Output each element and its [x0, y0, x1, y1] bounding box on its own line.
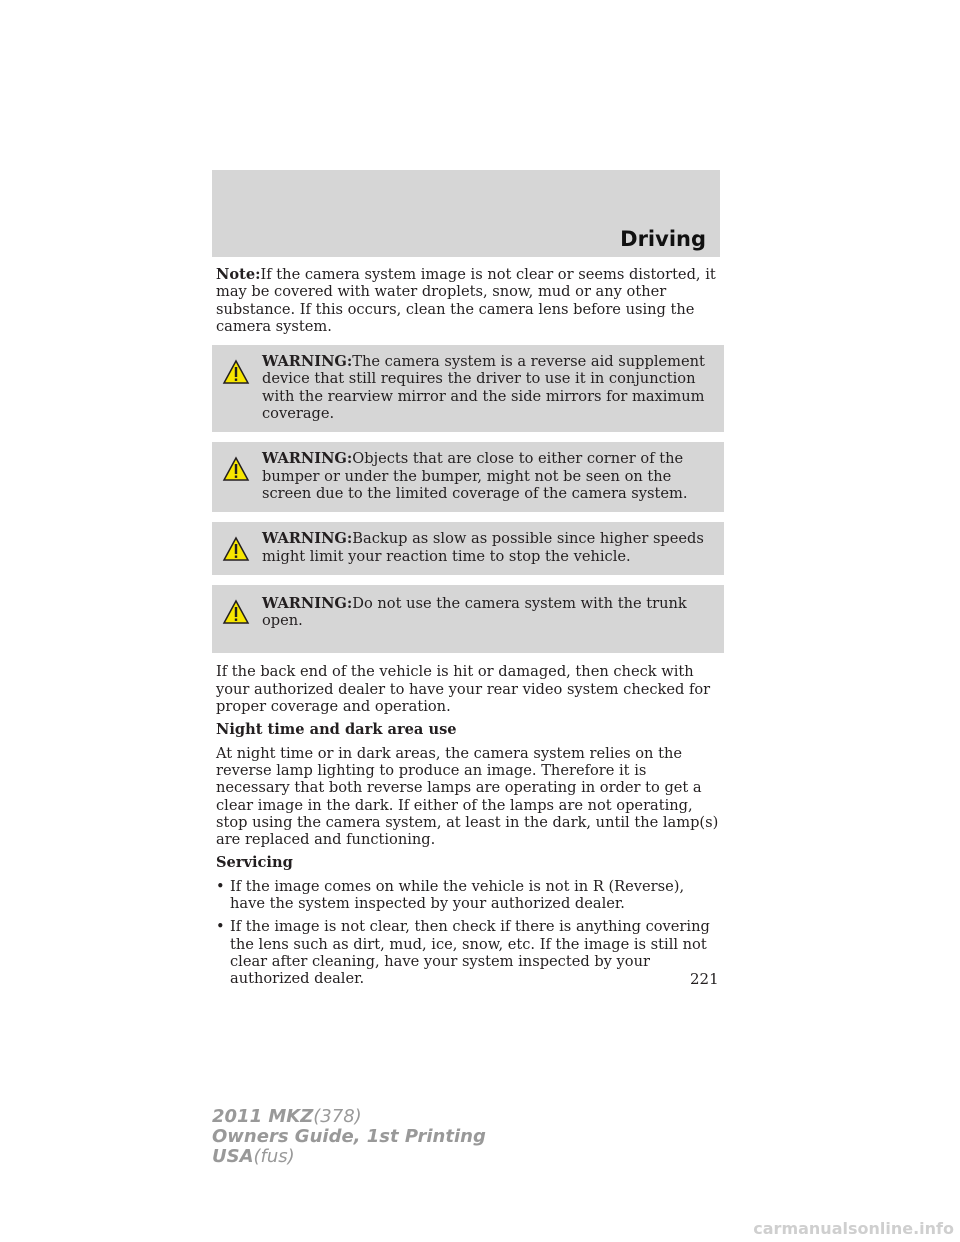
footer-model: 2011 MKZ [212, 1106, 314, 1127]
night-paragraph: At night time or in dark areas, the camera system relies on the reverse lamp lighting to produce an image. Therefore it is necessary that both reverse lamps are operating in order to get a clear image in the dark. If either of the lamps are not operating, stop using the camera system, at least in the dark, until the lamp(s) are replaced and functioning. [216, 744, 719, 849]
footer-market: USA [212, 1146, 254, 1167]
list-item [216, 878, 720, 913]
warning-label: WARNING: [262, 530, 353, 548]
warning-text: Objects that are close to either corner of the bumper or under the bumper, might not be seen on the screen due to the limited coverage of the camera system. [262, 450, 688, 502]
watermark: carmanualsonline.info [753, 1219, 954, 1238]
warning-text-block [216, 593, 708, 644]
warning-triangle-icon [222, 536, 250, 562]
note-paragraph [216, 266, 720, 335]
section-header-band [212, 170, 720, 257]
warning-text-block [216, 530, 708, 565]
warning-triangle-icon [222, 359, 250, 385]
night-heading: Night time and dark area use [216, 721, 457, 739]
warning-text: The camera system is a reverse aid supplement device that still requires the driver to use it in conjunction with the rearview mirror and the side mirrors for maximum coverage. [262, 353, 705, 423]
bullet-icon: • [216, 877, 225, 895]
warning-text-block [216, 450, 708, 502]
warning-label: WARNING: [262, 594, 353, 612]
warning-box-4 [212, 585, 724, 654]
warning-label: WARNING: [262, 353, 353, 371]
list-item-text: If the image is not clear, then check if there is anything covering the lens such as dirt, mud, ice, snow, etc. If the image is still not clear after cleaning, have your system inspected by your authorized dealer. [230, 918, 710, 988]
note-label: Note: [216, 266, 261, 283]
footer-printing: Owners Guide, 1st Printing [212, 1126, 486, 1147]
list-item-text: If the image comes on while the vehicle is not in R (Reverse), have the system inspected by your authorized dealer. [230, 877, 685, 913]
warning-box-3 [212, 522, 724, 575]
warning-text-block [216, 353, 708, 422]
damage-paragraph: If the back end of the vehicle is hit or damaged, then check with your authorized dealer to have your rear video system checked for proper coverage and operation. [216, 663, 711, 716]
warning-box-1 [212, 345, 724, 432]
warning-text: Backup as slow as possible since higher speeds might limit your reaction time to stop the vehicle. [262, 530, 704, 565]
warning-box-2 [212, 442, 724, 512]
warning-text: Do not use the camera system with the trunk open. [262, 594, 687, 630]
warning-triangle-icon [222, 456, 250, 482]
footer-market-code: (fus) [253, 1146, 295, 1167]
servicing-list [216, 878, 720, 988]
warning-label: WARNING: [262, 450, 353, 468]
page-number: 221 [690, 970, 719, 988]
page-content [216, 266, 720, 994]
note-text: If the camera system image is not clear or seems distorted, it may be covered with water droplets, snow, mud or any other substance. If this occurs, clean the camera lens before using the camera system. [216, 266, 716, 335]
section-title: Driving [620, 227, 706, 251]
bullet-icon: • [216, 918, 225, 936]
print-footer [212, 1107, 486, 1167]
list-item [216, 918, 720, 987]
warning-triangle-icon [222, 599, 250, 625]
servicing-heading: Servicing [216, 854, 293, 872]
footer-model-code: (378) [313, 1106, 362, 1127]
